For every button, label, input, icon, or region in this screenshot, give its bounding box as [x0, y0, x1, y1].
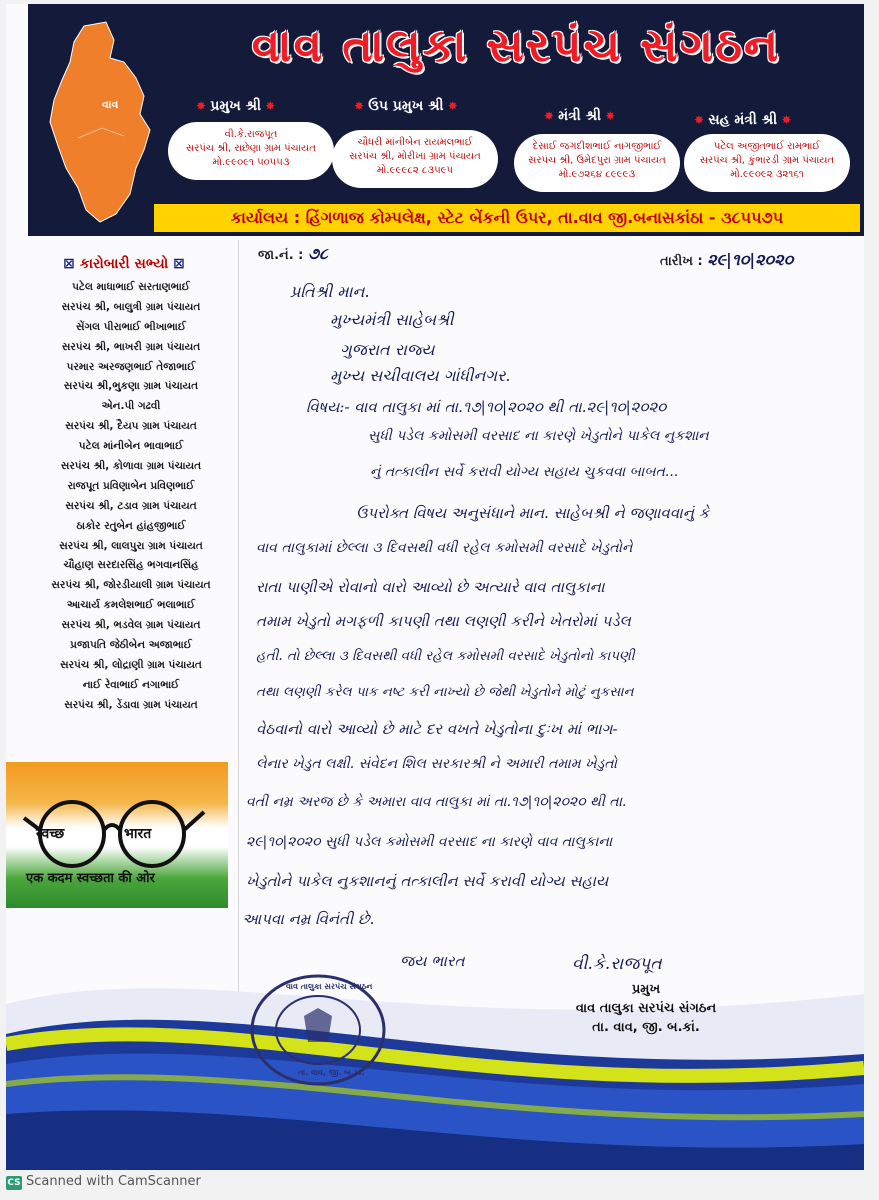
swachh-bharat-logo — [6, 762, 228, 908]
office-address-bar: કાર્યાલય : હિંગળાજ કોમ્પલેક્ષ, સ્ટેટ બેંકની ઉપર, તા.વાવ જી.બનાસકાંઠા - ૩૮૫૫૭૫ — [154, 204, 860, 232]
map-label: વાવ — [102, 98, 119, 111]
stamp-ring-text: વાવ તાલુકા સરપંચ સંગઠન — [286, 982, 373, 991]
list-item: પ્રજાપતિ જેઠીબેન અજાભાઈ — [70, 639, 192, 652]
subject-line: વિષય:- વાવ તાલુકા માં તા.૧૭|૧૦|૨૦૨૦ થી તા.૨૯|૧૦|૨૦૨૦ — [306, 398, 667, 416]
letter-line: વતી નમ્ર અરજ છે કે અમારા વાવ તાલુકા માં તા.૧૭|૧૦|૨૦૨૦ થી તા. — [246, 794, 627, 810]
list-item: સરપંચ શ્રી, ભાખરી ગ્રામ પંચાયત — [61, 340, 201, 353]
list-item: ચૌહાણ સરદારસિંહ ભગવાનસિંહ — [63, 559, 199, 572]
swachh-tagline: एक कदम स्वच्छता की ओर — [26, 871, 155, 886]
letter-line: રાતા પાણીએ રોવાનો વારો આવ્યો છે અત્યારે વાવ તાલુકાના — [256, 578, 605, 596]
letter-line: ખેડુતોને પાકેલ નુકશાનનું તત્કાલીન સર્વે કરાવી યોગ્ય સહાય — [246, 872, 609, 890]
list-item: પટેલ માધાભાઈ સરતાણભાઈ — [72, 281, 190, 293]
officer-card-2 — [332, 130, 498, 188]
officer-phone: મો.૯૭૨૬૪ ૮૯૯૯૩ — [558, 169, 636, 180]
closing-salutation: જય ભારત — [400, 952, 465, 970]
letter-line: તમામ ખેડુતો મગફળી કાપણી તથા લણણી કરીને ખેતરોમાં પડેલ — [256, 612, 631, 630]
letter-line: હતી. તો છેલ્લા ૩ દિવસથી વધી રહેલ કમોસમી વરસાદે ખેડુતોનો કાપણી — [256, 648, 635, 664]
letter-sheet — [6, 4, 864, 1170]
list-item: એન.પી ગઢવી — [101, 400, 161, 413]
officer-office: સરપંચ શ્રી, કુંભારડી ગ્રામ પંચાયત — [699, 155, 835, 166]
date-value: ૨૯|૧૦|૨૦૨૦ — [707, 250, 794, 269]
list-item: સરપંચ શ્રી, જોરડીયાલી ગ્રામ પંચાયત — [51, 579, 211, 592]
letter-line: ગુજરાત રાજ્ય — [340, 340, 435, 359]
list-item: સરપંચ શ્રી,ભુકણા ગ્રામ પંચાયત — [63, 380, 199, 393]
officer-name: વી.કે.રાજપૂત — [224, 129, 278, 140]
list-item: સરપંચ શ્રી, ભડવેલ ગ્રામ પંચાયત — [61, 619, 201, 632]
officer-role-1: ✸ પ્રમુખ શ્રી ✸ — [196, 98, 276, 114]
reference-number: જા.નં. : ૭૮ — [258, 244, 328, 263]
swachh-word: स्वच्छ — [36, 826, 65, 842]
signatory-organization: વાવ તાલુકા સરપંચ સંગઠન — [575, 1001, 717, 1016]
list-item: સરપંચ શ્રી, લોદ્રાણી ગ્રામ પંચાયત — [60, 658, 202, 671]
committee-members-title: ⊠ કારોબારી સભ્યો ⊠ — [63, 256, 185, 272]
letter-line: મુખ્ય સચીવાલય ગાંધીનગર. — [330, 366, 511, 385]
officer-role-3: ✸ મંત્રી શ્રી ✸ — [544, 108, 616, 124]
reference-value: ૭૮ — [307, 244, 328, 263]
officer-card-3 — [514, 134, 680, 192]
officer-card-4 — [684, 134, 850, 192]
list-item: સરપંચ શ્રી, ટડાવ ગ્રામ પંચાયત — [65, 499, 197, 512]
letterhead-banner — [28, 4, 864, 236]
list-item: સરપંચ શ્રી, ડેંડાવા ગ્રામ પંચાયત — [64, 698, 198, 711]
column-divider — [238, 240, 239, 1000]
officer-phone: મો.૯૯૯૮૨ ૮૩૫૯૫ — [376, 165, 454, 176]
camscanner-logo-icon: CS — [7, 1178, 21, 1188]
organization-title: વાવ તાલુકા સરપંચ સંગઠન — [251, 18, 781, 72]
officer-office: સરપંચ શ્રી, ઉમેદપુરા ગ્રામ પંચાયત — [528, 155, 666, 166]
list-item: આચાર્ય કમલેશભાઈ ભલાભાઈ — [66, 599, 196, 612]
list-item: સરપંચ શ્રી, લાલપુરા ગ્રામ પંચાયત — [59, 539, 203, 552]
officer-office: સરપંચ શ્રી, રાછેણા ગ્રામ પંચાયત — [186, 143, 316, 154]
committee-members-list — [26, 278, 236, 716]
officer-office: સરપંચ શ્રી, મોરીખા ગ્રામ પંચાયત — [349, 151, 481, 162]
stamp-bottom-text: તા. વાવ, જી. બ.કાં. — [298, 1068, 365, 1077]
letter-line: વાવ તાલુકામાં છેલ્લા ૩ દિવસથી વધી રહેલ કમોસમી વરસાદે ખેડુતોને — [256, 540, 633, 556]
letter-line: તથા લણણી કરેલ પાક નષ્ટ કરી નાખ્યો છે જેથી ખેડુતોને મોટું નુકસાન — [256, 684, 634, 700]
letter-line: મુખ્યમંત્રી સાહેબશ્રી — [330, 310, 454, 329]
letter-line: લેનાર ખેડુત લક્ષી. સંવેદન શિલ સરકારશ્રી ને અમારી તમામ ખેડુતો — [256, 756, 618, 772]
list-item: સરપંચ શ્રી, બાલુત્રી ગ્રામ પંચાયત — [61, 300, 201, 313]
letter-line: નું તત્કાલીન સર્વે કરાવી યોગ્ય સહાય ચુકવવા બાબત... — [370, 464, 679, 480]
officer-name: દેસાઈ જગદીશભાઈ નાગજીભાઈ — [532, 141, 662, 152]
letter-line: સુધી પડેલ કમોસમી વરસાદ ના કારણે ખેડુતોને પાકેલ નુકશાન — [368, 428, 709, 444]
letter-date: તારીખ : ૨૯|૧૦|૨૦૨૦ — [660, 250, 794, 269]
list-item: નાઈ રેવાભાઈ નગાભાઈ — [82, 678, 180, 691]
letter-line: ઉપરોક્ત વિષય અનુસંધાને માન. સાહેબશ્રી ને જણાવવાનું કે — [356, 504, 710, 522]
signatory-place: તા. વાવ, જી. બ.કાં. — [592, 1020, 700, 1035]
letter-line: ૨૯|૧૦|૨૦૨૦ સુધી પડેલ કમોસમી વરસાદ ના કારણે વાવ તાલુકાના — [246, 834, 613, 850]
officer-card-1 — [168, 122, 334, 180]
officer-name: પટેલ અજીતભાઈ રામભાઈ — [713, 141, 821, 152]
camscanner-watermark: CS Scanned with CamScanner — [7, 1174, 201, 1189]
list-item: પરમાર અરજણભાઈ તેજાભાઈ — [66, 360, 196, 373]
officer-phone: મો.૯૯૦૯૨ ૩૨૧૬૧ — [730, 169, 804, 180]
signature: વી.કે.રાજપૂત — [572, 954, 662, 974]
list-item: પટેલ માંનીબેન ભાવાભાઈ — [78, 440, 184, 453]
officer-phone: મો.૯૯૦૯૧ ૫૦૫૫૩ — [212, 157, 290, 168]
officer-name: ચૌધરી માંનીબેન રાયમલભાઈ — [357, 137, 473, 148]
vav-map-icon — [44, 18, 156, 228]
letter-line: આપવા નમ્ર વિનંતી છે. — [242, 910, 375, 928]
signatory-title: પ્રમુખ — [631, 982, 661, 997]
letter-line: વેઠવાનો વારો આવ્યો છે માટે દર વખતે ખેડુતોના દુઃખ માં ભાગ- — [256, 720, 618, 738]
list-item: રાજપૂત પ્રવિણાબેન પ્રવિણભાઈ — [67, 479, 195, 492]
officer-role-4: ✸ સહ મંત્રી શ્રી ✸ — [694, 112, 792, 128]
officer-role-2: ✸ ઉપ પ્રમુખ શ્રી ✸ — [354, 98, 458, 114]
bharat-word: भारत — [124, 826, 152, 842]
list-item: સરપંચ શ્રી, કોળાવા ગ્રામ પંચાયત — [60, 460, 202, 473]
list-item: સેંગલ પીરાભાઈ ભીખાભાઈ — [75, 320, 186, 333]
letter-line: પ્રતિશ્રી માન. — [290, 282, 370, 301]
list-item: સરપંચ શ્રી, દૈયપ ગ્રામ પંચાયત — [65, 420, 197, 433]
signatory-block — [546, 980, 746, 1037]
list-item: ઠાકોર રતુબેન હાંહજીભાઈ — [76, 519, 186, 532]
